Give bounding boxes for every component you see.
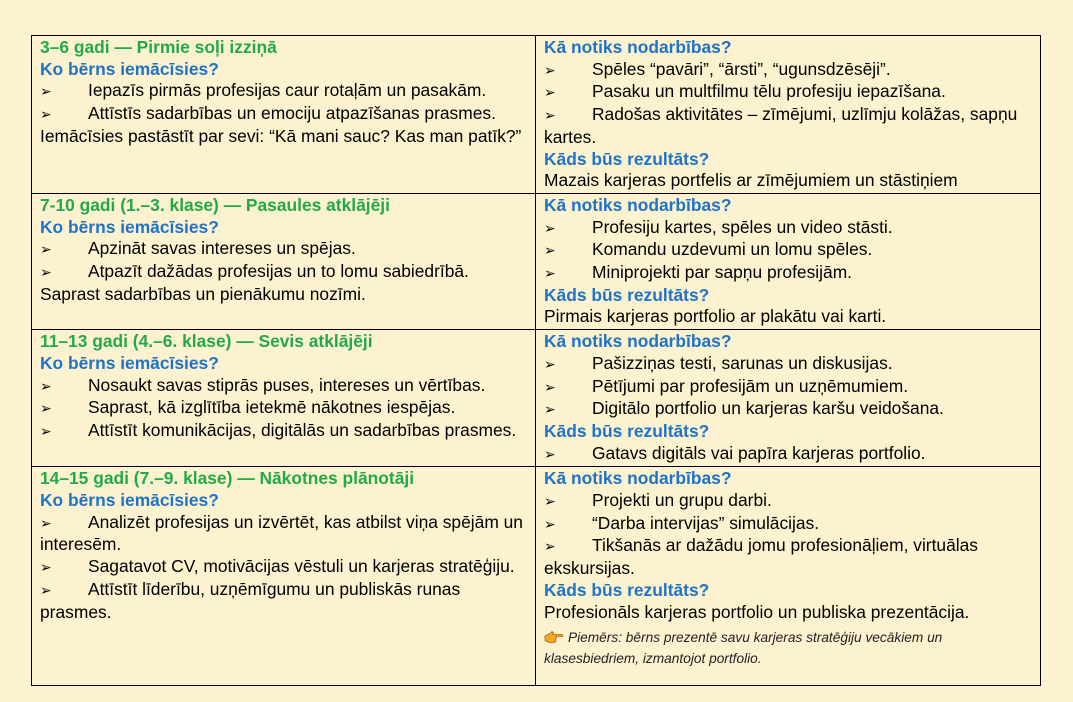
how-heading: Kā notiks nodarbības? (544, 37, 732, 57)
table-row (32, 330, 1041, 467)
example-note (544, 628, 1032, 669)
list-item: ➢ Apzināt savas intereses un spējas. (40, 238, 527, 261)
learn-extra-text: Saprast sadarbības un pienākumu nozīmi. (40, 283, 366, 304)
arrow-bullet-icon: ➢ (40, 400, 52, 417)
list-item: ➢ Gatavs digitāls vai papīra karjeras portfolio. (544, 443, 1032, 466)
arrow-bullet-icon: ➢ (40, 241, 52, 258)
list-item: ➢ Tikšanās ar dažādu jomu profesionāļiem, virtuālas ekskursijas. (544, 535, 978, 579)
list-item: ➢ Nosaukt savas stiprās puses, intereses un vērtības. (40, 375, 527, 398)
how-heading: Kā notiks nodarbības? (544, 331, 732, 352)
list-item: ➢ Pasaku un multfilmu tēlu profesiju iepazīšana. (544, 81, 1032, 104)
program-table (31, 35, 1041, 686)
arrow-bullet-icon: ➢ (40, 559, 52, 576)
learn-heading: Ko bērns iemācīsies? (40, 58, 219, 79)
result-heading: Kāds būs rezultāts? (544, 420, 710, 441)
learn-extra-text: Iemācīsies pastāstīt par sevi: “Kā mani sauc? Kas man patīk?” (40, 125, 522, 146)
arrow-bullet-icon: ➢ (544, 219, 556, 236)
learn-heading: Ko bērns iemācīsies? (40, 216, 219, 237)
arrow-bullet-icon: ➢ (40, 514, 52, 531)
arrow-bullet-icon: ➢ (544, 84, 556, 101)
arrow-bullet-icon: ➢ (40, 83, 52, 100)
table-row (32, 467, 1041, 686)
result-text: Mazais karjeras portfelis ar zīmējumiem un stāstiņiem (544, 170, 958, 191)
age-group-title: 3–6 gadi — Pirmie soļi izziņā (40, 37, 277, 57)
result-heading: Kāds būs rezultāts? (544, 148, 710, 169)
arrow-bullet-icon: ➢ (544, 107, 556, 124)
arrow-bullet-icon: ➢ (40, 581, 52, 598)
arrow-bullet-icon: ➢ (544, 265, 556, 282)
list-item: ➢ Atpazīt dažādas profesijas un to lomu sabiedrībā. (40, 261, 527, 284)
list-item: ➢ Pašizziņas testi, sarunas un diskusijas. (544, 353, 1032, 376)
table-row (32, 193, 1041, 329)
arrow-bullet-icon: ➢ (40, 264, 52, 281)
activities-cell (536, 193, 1041, 329)
list-item: ➢ Projekti un grupu darbi. (544, 490, 1032, 513)
table-row (32, 36, 1041, 194)
list-item: ➢ Spēles “pavāri”, “ārsti”, “ugunsdzēsēji”. (544, 59, 1032, 82)
learning-cell (32, 36, 536, 194)
list-item: ➢ Komandu uzdevumi un lomu spēles. (544, 239, 1032, 262)
arrow-bullet-icon: ➢ (40, 106, 52, 123)
age-group-title: 14–15 gadi (7.–9. klase) — Nākotnes plānotāji (40, 468, 415, 489)
activities-cell (536, 467, 1041, 686)
result-heading: Kāds būs rezultāts? (544, 579, 710, 600)
result-heading: Kāds būs rezultāts? (544, 284, 710, 305)
arrow-bullet-icon: ➢ (544, 538, 556, 555)
example-note-text: Piemērs: bērns prezentē savu karjeras stratēģiju vecākiem un klasesbiedriem, izmantojot portfolio. (544, 630, 943, 666)
age-group-title: 11–13 gadi (4.–6. klase) — Sevis atklājēji (40, 331, 373, 352)
arrow-bullet-icon: ➢ (544, 242, 556, 259)
list-item: ➢ Analizēt profesijas un izvērtēt, kas atbilst viņa spējām un interesēm. (40, 511, 523, 555)
arrow-bullet-icon: ➢ (544, 445, 556, 462)
arrow-bullet-icon: ➢ (544, 378, 556, 395)
learning-cell (32, 193, 536, 329)
list-item: ➢ Attīstīs sadarbības un emociju atpazīšanas prasmes. (40, 103, 527, 126)
how-heading: Kā notiks nodarbības? (544, 468, 732, 489)
arrow-bullet-icon: ➢ (544, 401, 556, 418)
list-item: ➢ “Darba intervijas” simulācijas. (544, 513, 1032, 536)
arrow-bullet-icon: ➢ (40, 422, 52, 439)
list-item: ➢ Profesiju kartes, spēles un video stāsti. (544, 217, 1032, 240)
list-item: ➢ Digitālo portfolio un karjeras karšu veidošana. (544, 398, 1032, 421)
result-text: Profesionāls karjeras portfolio un publiska prezentācija. (544, 601, 970, 622)
list-item: ➢ Saprast, kā izglītība ietekmē nākotnes iespējas. (40, 397, 527, 420)
activities-cell (536, 330, 1041, 467)
arrow-bullet-icon: ➢ (544, 493, 556, 510)
list-item: ➢ Sagatavot CV, motivācijas vēstuli un karjeras stratēģiju. (40, 556, 527, 579)
result-text: Pirmais karjeras portfolio ar plakātu vai karti. (544, 306, 887, 327)
arrow-bullet-icon: ➢ (544, 355, 556, 372)
list-item: ➢ Iepazīs pirmās profesijas caur rotaļām un pasakām. (40, 80, 527, 103)
activities-cell (536, 36, 1041, 194)
arrow-bullet-icon: ➢ (544, 61, 556, 78)
age-group-title: 7-10 gadi (1.–3. klase) — Pasaules atklājēji (40, 194, 390, 215)
list-item: ➢ Miniprojekti par sapņu profesijām. (544, 262, 1032, 285)
list-item: ➢ Attīstīt komunikācijas, digitālās un sadarbības prasmes. (40, 420, 527, 443)
arrow-bullet-icon: ➢ (544, 515, 556, 532)
learning-cell (32, 330, 536, 467)
list-item: ➢ Pētījumi par profesijām un uzņēmumiem. (544, 376, 1032, 399)
arrow-bullet-icon: ➢ (40, 377, 52, 394)
pointing-hand-icon (544, 630, 564, 644)
learn-heading: Ko bērns iemācīsies? (40, 490, 219, 511)
how-heading: Kā notiks nodarbības? (544, 194, 732, 215)
learning-cell (32, 467, 536, 686)
learn-heading: Ko bērns iemācīsies? (40, 352, 219, 373)
list-item: ➢ Attīstīt līderību, uzņēmīgumu un publiskās runas prasmes. (40, 578, 461, 622)
list-item: ➢ Radošas aktivitātes – zīmējumi, uzlīmju kolāžas, sapņu kartes. (544, 104, 1018, 147)
